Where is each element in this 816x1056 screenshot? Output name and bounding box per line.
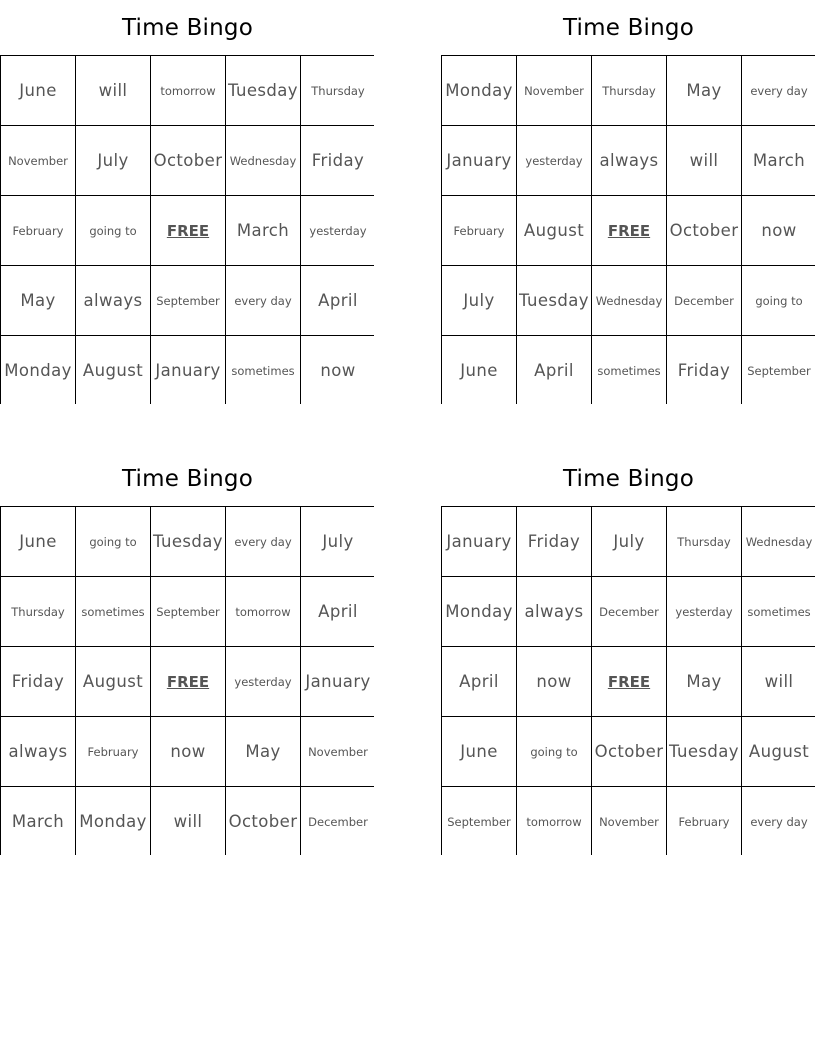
- bingo-cell: May: [667, 647, 741, 716]
- bingo-cell: every day: [226, 507, 300, 576]
- bingo-cell: January: [301, 647, 375, 716]
- bingo-cell: tomorrow: [517, 787, 591, 856]
- bingo-cell: Friday: [517, 507, 591, 576]
- bingo-cell: January: [442, 507, 516, 576]
- bingo-card-3: [0, 451, 375, 855]
- bingo-grid: [0, 506, 374, 855]
- bingo-cell: Tuesday: [517, 266, 591, 335]
- bingo-cell: going to: [76, 196, 150, 265]
- bingo-cell: now: [151, 717, 225, 786]
- bingo-cell: August: [517, 196, 591, 265]
- bingo-cell: sometimes: [226, 336, 300, 405]
- bingo-cell: Friday: [301, 126, 375, 195]
- bingo-cell: January: [442, 126, 516, 195]
- bingo-cell: Monday: [442, 577, 516, 646]
- bingo-cell: every day: [742, 56, 816, 125]
- bingo-cell: every day: [742, 787, 816, 856]
- bingo-cell: March: [226, 196, 300, 265]
- bingo-cell: February: [442, 196, 516, 265]
- bingo-cell: September: [442, 787, 516, 856]
- bingo-cell: September: [742, 336, 816, 405]
- bingo-cell: June: [1, 56, 75, 125]
- bingo-cell: May: [1, 266, 75, 335]
- bingo-cell: July: [442, 266, 516, 335]
- bingo-cell: October: [151, 126, 225, 195]
- free-space-cell: FREE: [151, 647, 225, 716]
- bingo-cell: June: [442, 336, 516, 405]
- bingo-cell: May: [226, 717, 300, 786]
- bingo-cell: August: [76, 647, 150, 716]
- bingo-cell: always: [1, 717, 75, 786]
- free-space-cell: FREE: [592, 647, 666, 716]
- bingo-cell: September: [151, 577, 225, 646]
- bingo-cell: September: [151, 266, 225, 335]
- bingo-cell: December: [592, 577, 666, 646]
- bingo-cell: April: [517, 336, 591, 405]
- bingo-cell: sometimes: [592, 336, 666, 405]
- bingo-cell: April: [442, 647, 516, 716]
- bingo-cell: Tuesday: [667, 717, 741, 786]
- bingo-cell: going to: [742, 266, 816, 335]
- free-space-cell: FREE: [151, 196, 225, 265]
- bingo-cell: sometimes: [76, 577, 150, 646]
- bingo-cell: yesterday: [517, 126, 591, 195]
- bingo-cell: July: [592, 507, 666, 576]
- bingo-cell: August: [76, 336, 150, 405]
- bingo-cell: going to: [517, 717, 591, 786]
- bingo-cell: sometimes: [742, 577, 816, 646]
- bingo-cell: March: [742, 126, 816, 195]
- bingo-cell: January: [151, 336, 225, 405]
- card-title: Time Bingo: [562, 466, 694, 492]
- bingo-cell: November: [1, 126, 75, 195]
- card-title: Time Bingo: [562, 15, 694, 41]
- bingo-cell: Wednesday: [226, 126, 300, 195]
- bingo-cell: Thursday: [592, 56, 666, 125]
- bingo-cell: yesterday: [226, 647, 300, 716]
- bingo-cell: now: [742, 196, 816, 265]
- bingo-cell: July: [76, 126, 150, 195]
- bingo-cell: Monday: [76, 787, 150, 856]
- bingo-cell: December: [667, 266, 741, 335]
- bingo-cell: Tuesday: [151, 507, 225, 576]
- card-title: Time Bingo: [121, 466, 253, 492]
- bingo-grid: [441, 506, 815, 855]
- bingo-cell: will: [151, 787, 225, 856]
- bingo-cell: July: [301, 507, 375, 576]
- bingo-cell: August: [742, 717, 816, 786]
- bingo-cell: Monday: [442, 56, 516, 125]
- bingo-cell: April: [301, 577, 375, 646]
- bingo-cell: Wednesday: [742, 507, 816, 576]
- bingo-cell: always: [76, 266, 150, 335]
- bingo-cell: always: [517, 577, 591, 646]
- bingo-cell: November: [592, 787, 666, 856]
- bingo-cell: Wednesday: [592, 266, 666, 335]
- bingo-cell: February: [667, 787, 741, 856]
- bingo-grid: [441, 55, 815, 404]
- bingo-cell: Friday: [1, 647, 75, 716]
- bingo-cell: October: [226, 787, 300, 856]
- bingo-cell: June: [1, 507, 75, 576]
- card-title: Time Bingo: [121, 15, 253, 41]
- bingo-cell: now: [517, 647, 591, 716]
- bingo-cell: now: [301, 336, 375, 405]
- bingo-cell: going to: [76, 507, 150, 576]
- bingo-cell: November: [517, 56, 591, 125]
- bingo-cell: always: [592, 126, 666, 195]
- bingo-card-1: [0, 0, 375, 404]
- bingo-cell: every day: [226, 266, 300, 335]
- bingo-cell: tomorrow: [226, 577, 300, 646]
- bingo-grid: [0, 55, 374, 404]
- bingo-cell: tomorrow: [151, 56, 225, 125]
- bingo-cell: will: [76, 56, 150, 125]
- bingo-cell: Thursday: [1, 577, 75, 646]
- bingo-cell: December: [301, 787, 375, 856]
- free-space-cell: FREE: [592, 196, 666, 265]
- bingo-card-2: [441, 0, 816, 404]
- bingo-cell: Thursday: [667, 507, 741, 576]
- bingo-cell: February: [1, 196, 75, 265]
- bingo-cell: yesterday: [301, 196, 375, 265]
- bingo-cell: Friday: [667, 336, 741, 405]
- bingo-cell: will: [667, 126, 741, 195]
- bingo-cell: February: [76, 717, 150, 786]
- bingo-cell: October: [667, 196, 741, 265]
- bingo-cell: October: [592, 717, 666, 786]
- bingo-cell: yesterday: [667, 577, 741, 646]
- bingo-cell: June: [442, 717, 516, 786]
- bingo-card-4: [441, 451, 816, 855]
- bingo-cell: Tuesday: [226, 56, 300, 125]
- bingo-cell: May: [667, 56, 741, 125]
- bingo-cell: Monday: [1, 336, 75, 405]
- bingo-cell: March: [1, 787, 75, 856]
- bingo-cell: will: [742, 647, 816, 716]
- bingo-cell: November: [301, 717, 375, 786]
- bingo-cell: April: [301, 266, 375, 335]
- bingo-cell: Thursday: [301, 56, 375, 125]
